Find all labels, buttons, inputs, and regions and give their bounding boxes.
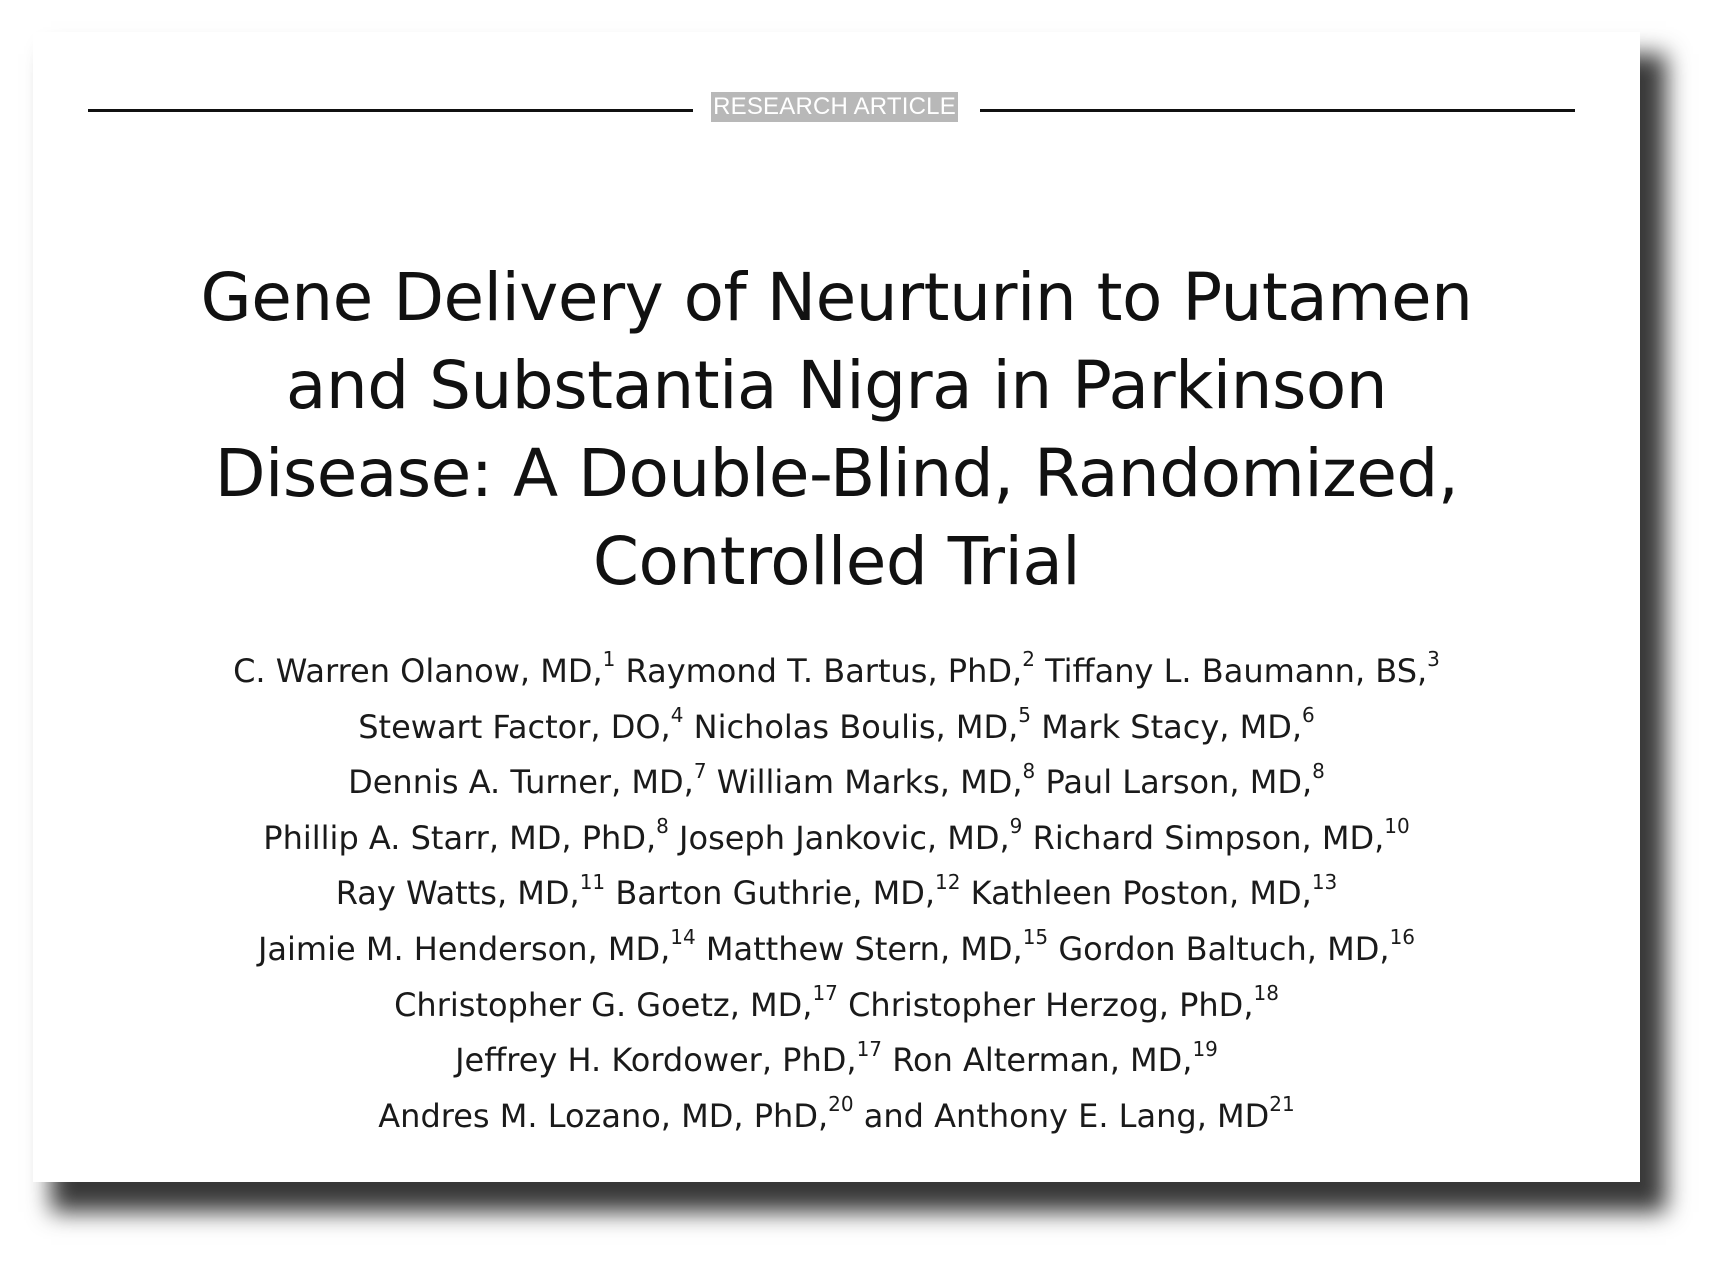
author-name: Stewart Factor, DO, [358, 707, 671, 746]
author-name: Dennis A. Turner, MD, [348, 763, 694, 802]
author-name: Richard Simpson, MD, [1022, 818, 1385, 857]
author-affiliation-number: 4 [670, 702, 684, 727]
author-affiliation-number: 13 [1311, 869, 1338, 894]
title-line: Gene Delivery of Neurturin to Putamen [200, 259, 1473, 336]
author-name: Mark Stacy, MD, [1031, 707, 1303, 746]
author-entry [263, 814, 669, 857]
author-affiliation-number: 1 [602, 647, 616, 672]
author-affiliation-number: 2 [1022, 647, 1035, 672]
author-entry [695, 925, 1049, 968]
author-entry [706, 758, 1036, 802]
author-name: C. Warren Olanow, MD, [233, 652, 603, 690]
author-line [73, 811, 1600, 867]
author-entry [1035, 758, 1325, 802]
author-entry [1048, 925, 1416, 968]
author-name: Jaimie M. Henderson, MD, [257, 929, 671, 968]
author-line [73, 700, 1600, 756]
author-entry [394, 980, 838, 1024]
author-entry [233, 647, 616, 690]
author-affiliation-number: 12 [935, 869, 961, 894]
author-name: Joseph Jankovic, MD, [668, 818, 1010, 857]
author-entry [668, 814, 1023, 857]
author-name: Matthew Stern, MD, [695, 929, 1023, 968]
author-affiliation-number: 9 [1009, 814, 1023, 839]
author-line [73, 866, 1600, 922]
author-line [73, 978, 1600, 1034]
author-affiliation-number: 10 [1384, 814, 1410, 839]
author-entry [1031, 702, 1315, 746]
section-label: RESEARCH ARTICLE [713, 93, 956, 120]
author-name: Barton Guthrie, MD, [605, 874, 936, 913]
author-name: Raymond T. Bartus, PhD, [615, 652, 1023, 690]
author-entry [853, 1092, 1295, 1135]
author-entry [257, 925, 696, 968]
author-line [73, 1089, 1600, 1145]
author-affiliation-number: 5 [1018, 702, 1032, 727]
title-line: Disease: A Double-Blind, Randomized, [214, 435, 1459, 512]
author-entry [837, 980, 1279, 1024]
author-entry [348, 758, 707, 802]
author-name: Christopher Herzog, PhD, [837, 985, 1254, 1024]
author-line [73, 644, 1600, 700]
author-affiliation-number: 18 [1253, 980, 1279, 1005]
author-entry [605, 869, 961, 913]
author-line [73, 755, 1600, 811]
article-title [73, 254, 1600, 606]
author-affiliation-number: 21 [1269, 1092, 1295, 1117]
author-affiliation-number: 6 [1302, 702, 1315, 727]
author-entry [455, 1036, 883, 1080]
author-affiliation-number: 7 [693, 758, 707, 783]
author-entry [335, 869, 606, 913]
author-list [73, 644, 1600, 1144]
author-affiliation-number: 16 [1389, 925, 1416, 950]
author-affiliation-number: 8 [1022, 758, 1036, 783]
author-affiliation-number: 20 [828, 1092, 854, 1117]
article-header [88, 92, 1575, 126]
author-name: Andres M. Lozano, MD, PhD, [378, 1096, 829, 1135]
author-affiliation-number: 14 [670, 925, 696, 950]
author-affiliation-number: 8 [1312, 758, 1325, 783]
author-entry [960, 869, 1338, 913]
author-line [73, 922, 1600, 978]
author-affiliation-number: 17 [812, 980, 838, 1005]
author-name: Ray Watts, MD, [335, 874, 580, 913]
author-name: Ron Alterman, MD, [882, 1041, 1193, 1080]
title-line: Controlled Trial [592, 523, 1081, 600]
author-affiliation-number: 11 [579, 869, 606, 894]
author-name: Phillip A. Starr, MD, PhD, [263, 818, 657, 857]
author-name: Tiffany L. Baumann, BS, [1034, 652, 1428, 690]
author-name: Christopher G. Goetz, MD, [394, 985, 813, 1024]
title-line: and Substantia Nigra in Parkinson [285, 347, 1388, 424]
author-name: Gordon Baltuch, MD, [1048, 929, 1390, 968]
author-affiliation-number: 15 [1022, 925, 1049, 950]
author-affiliation-number: 8 [656, 814, 669, 839]
article-page [33, 32, 1640, 1182]
author-entry [882, 1036, 1218, 1080]
author-name: William Marks, MD, [706, 763, 1023, 802]
author-affiliation-number: 3 [1427, 647, 1440, 672]
author-entry [683, 702, 1032, 746]
author-entry [1034, 647, 1440, 690]
author-entry [378, 1092, 854, 1135]
author-name: and Anthony E. Lang, MD [853, 1096, 1270, 1135]
author-affiliation-number: 19 [1192, 1036, 1218, 1061]
author-affiliation-number: 17 [856, 1036, 883, 1061]
author-line [73, 1033, 1600, 1089]
author-entry [1022, 814, 1410, 857]
author-name: Nicholas Boulis, MD, [683, 707, 1019, 746]
author-name: Paul Larson, MD, [1035, 763, 1313, 802]
author-entry [358, 702, 684, 746]
author-name: Jeffrey H. Kordower, PhD, [455, 1041, 857, 1080]
author-entry [615, 647, 1035, 690]
author-name: Kathleen Poston, MD, [960, 874, 1312, 913]
